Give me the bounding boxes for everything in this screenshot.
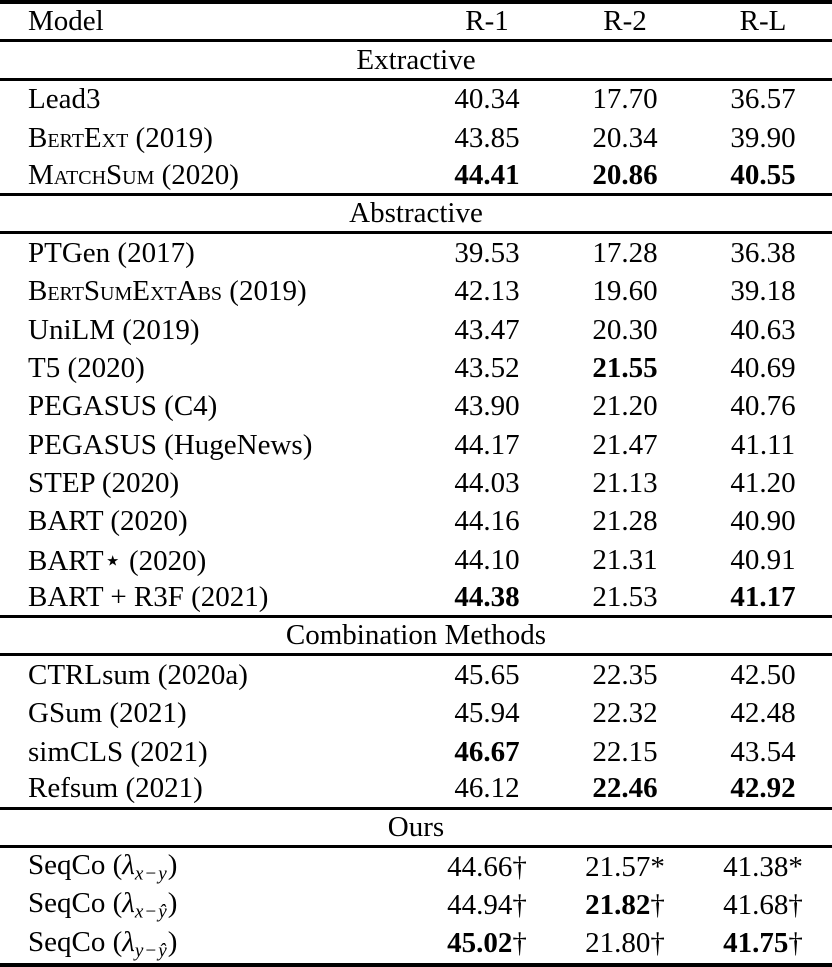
score-value: 22.32 bbox=[592, 697, 658, 730]
score-cell bbox=[694, 390, 832, 423]
score-value: 21.28 bbox=[592, 505, 658, 538]
score-value: 41.38 bbox=[723, 850, 789, 883]
model-name-close: ) bbox=[167, 925, 178, 958]
model-name-cell bbox=[0, 505, 418, 538]
score-cell bbox=[418, 927, 556, 960]
score-value: 44.38 bbox=[454, 580, 520, 613]
score-cell bbox=[556, 697, 694, 730]
significance-marker: † bbox=[788, 888, 803, 921]
table-row bbox=[0, 81, 832, 119]
score-value: 46.67 bbox=[454, 735, 520, 768]
score-value: 39.53 bbox=[454, 236, 520, 269]
section-title: Ours bbox=[387, 810, 445, 843]
model-name: STEP (2020) bbox=[28, 466, 180, 499]
score-cell bbox=[556, 772, 694, 805]
score-value: 46.12 bbox=[454, 772, 520, 805]
score-cell bbox=[694, 314, 832, 347]
model-name: BART + R3F (2021) bbox=[28, 580, 269, 613]
score-value: 22.46 bbox=[592, 772, 658, 805]
score-value: 20.86 bbox=[592, 158, 658, 191]
score-cell bbox=[694, 889, 832, 922]
score-value: 21.31 bbox=[592, 543, 658, 576]
score-value: 21.53 bbox=[592, 580, 658, 613]
score-cell bbox=[418, 390, 556, 423]
score-cell bbox=[418, 429, 556, 462]
model-name: PEGASUS (HugeNews) bbox=[28, 428, 313, 461]
score-cell bbox=[694, 159, 832, 192]
score-cell bbox=[694, 352, 832, 385]
score-cell bbox=[556, 889, 694, 922]
score-cell bbox=[418, 83, 556, 116]
score-cell bbox=[694, 275, 832, 308]
score-cell bbox=[694, 429, 832, 462]
score-value: 45.02 bbox=[447, 927, 513, 960]
score-cell bbox=[556, 275, 694, 308]
score-cell bbox=[694, 927, 832, 960]
score-value: 17.70 bbox=[592, 83, 658, 116]
score-value: 43.47 bbox=[454, 313, 520, 346]
column-header-r2: R-2 bbox=[603, 5, 647, 38]
score-cell bbox=[694, 83, 832, 116]
model-name: simCLS (2021) bbox=[28, 735, 208, 768]
model-name-cell bbox=[0, 926, 418, 962]
model-name-cell bbox=[0, 659, 418, 692]
table-row bbox=[0, 388, 832, 426]
model-name: GSum (2021) bbox=[28, 697, 187, 730]
table-row bbox=[0, 157, 832, 195]
score-value: 44.66 bbox=[447, 850, 513, 883]
column-header-rl: R-L bbox=[739, 5, 787, 38]
score-cell bbox=[556, 505, 694, 538]
significance-marker: * bbox=[788, 850, 803, 883]
score-value: 19.60 bbox=[592, 275, 658, 308]
score-cell bbox=[418, 237, 556, 270]
score-value: 45.94 bbox=[454, 697, 520, 730]
score-value: 20.34 bbox=[592, 121, 658, 154]
score-cell bbox=[694, 772, 832, 805]
score-value: 44.10 bbox=[454, 543, 520, 576]
significance-marker: † bbox=[512, 927, 527, 960]
table-row bbox=[0, 733, 832, 771]
score-value: 45.65 bbox=[454, 658, 520, 691]
lambda-subscript: x−ŷ bbox=[134, 901, 168, 923]
score-value: 42.50 bbox=[730, 658, 796, 691]
significance-marker: † bbox=[512, 888, 527, 921]
score-value: 40.34 bbox=[454, 83, 520, 116]
score-cell bbox=[694, 736, 832, 769]
score-cell bbox=[418, 467, 556, 500]
model-name: PTGen (2017) bbox=[28, 236, 195, 269]
model-name: MatchSum (2020) bbox=[28, 158, 239, 191]
model-name-cell bbox=[0, 429, 418, 462]
model-name-close: ) bbox=[167, 848, 178, 881]
score-value: 40.69 bbox=[730, 351, 796, 384]
lambda-symbol: λ bbox=[122, 848, 135, 881]
model-name-cell bbox=[0, 390, 418, 423]
score-value: 39.90 bbox=[730, 121, 796, 154]
model-name: BertExt (2019) bbox=[28, 121, 213, 154]
model-name: Lead3 bbox=[28, 83, 101, 116]
score-cell bbox=[556, 352, 694, 385]
model-name-cell bbox=[0, 849, 418, 885]
table-row bbox=[0, 925, 832, 963]
score-value: 21.47 bbox=[592, 428, 658, 461]
score-value: 36.38 bbox=[730, 236, 796, 269]
score-value: 21.82 bbox=[585, 888, 651, 921]
column-header-model: Model bbox=[28, 5, 104, 38]
score-value: 22.35 bbox=[592, 658, 658, 691]
table-row bbox=[0, 771, 832, 809]
score-cell bbox=[556, 581, 694, 614]
score-cell bbox=[556, 736, 694, 769]
table-row bbox=[0, 426, 832, 464]
significance-marker: † bbox=[512, 850, 527, 883]
score-value: 21.55 bbox=[592, 351, 658, 384]
model-name-cell bbox=[0, 467, 418, 500]
score-cell bbox=[418, 581, 556, 614]
model-name-cell bbox=[0, 887, 418, 923]
table-row bbox=[0, 886, 832, 924]
score-cell bbox=[418, 772, 556, 805]
lambda-subscript: x−y bbox=[134, 863, 168, 885]
table-row bbox=[0, 119, 832, 157]
score-value: 40.63 bbox=[730, 313, 796, 346]
score-cell bbox=[418, 505, 556, 538]
score-cell bbox=[694, 851, 832, 884]
table-row bbox=[0, 848, 832, 886]
lambda-symbol: λ bbox=[122, 887, 135, 920]
table-row bbox=[0, 503, 832, 541]
score-cell bbox=[418, 697, 556, 730]
score-cell bbox=[694, 505, 832, 538]
lambda-subscript: y−ŷ bbox=[134, 939, 168, 961]
score-value: 44.94 bbox=[447, 888, 513, 921]
score-value: 44.16 bbox=[454, 505, 520, 538]
model-name-cell bbox=[0, 697, 418, 730]
section-title: Extractive bbox=[356, 43, 476, 76]
score-value: 21.13 bbox=[592, 466, 658, 499]
score-value: 40.76 bbox=[730, 390, 796, 423]
model-name: PEGASUS (C4) bbox=[28, 390, 218, 423]
score-cell bbox=[556, 237, 694, 270]
score-cell bbox=[556, 314, 694, 347]
model-name: SeqCo ( bbox=[28, 925, 123, 958]
score-value: 21.57 bbox=[585, 850, 651, 883]
score-value: 17.28 bbox=[592, 236, 658, 269]
score-value: 44.41 bbox=[454, 158, 520, 191]
table-row bbox=[0, 694, 832, 732]
column-header-r1: R-1 bbox=[465, 5, 509, 38]
score-cell bbox=[694, 581, 832, 614]
score-value: 41.11 bbox=[730, 428, 796, 461]
model-name-cell bbox=[0, 314, 418, 347]
model-name: SeqCo ( bbox=[28, 887, 123, 920]
score-value: 21.80 bbox=[585, 927, 651, 960]
score-cell bbox=[694, 544, 832, 577]
score-value: 39.18 bbox=[730, 275, 796, 308]
score-cell bbox=[556, 544, 694, 577]
section-header-row bbox=[0, 196, 832, 234]
table-row bbox=[0, 656, 832, 694]
score-value: 41.68 bbox=[723, 888, 789, 921]
table-row bbox=[0, 464, 832, 502]
score-value: 20.30 bbox=[592, 313, 658, 346]
score-cell bbox=[556, 927, 694, 960]
table-row bbox=[0, 541, 832, 579]
model-name-cell bbox=[0, 736, 418, 769]
score-value: 36.57 bbox=[730, 83, 796, 116]
model-name: BertSumExtAbs (2019) bbox=[28, 275, 307, 308]
score-value: 44.03 bbox=[454, 466, 520, 499]
score-value: 22.15 bbox=[592, 735, 658, 768]
score-value: 44.17 bbox=[454, 428, 520, 461]
model-name: BART (2020) bbox=[28, 505, 188, 538]
model-name-close: ) bbox=[167, 887, 178, 920]
score-cell bbox=[556, 159, 694, 192]
table-row bbox=[0, 349, 832, 387]
table-row bbox=[0, 273, 832, 311]
model-name: Refsum (2021) bbox=[28, 772, 203, 805]
score-value: 42.13 bbox=[454, 275, 520, 308]
score-value: 40.55 bbox=[730, 158, 796, 191]
model-name-cell bbox=[0, 275, 418, 308]
model-name: SeqCo ( bbox=[28, 848, 123, 881]
model-name-cell bbox=[0, 543, 418, 578]
table-body bbox=[0, 42, 832, 963]
score-value: 41.17 bbox=[730, 580, 796, 613]
section-header-row bbox=[0, 42, 832, 80]
model-name-cell bbox=[0, 237, 418, 270]
score-cell bbox=[556, 429, 694, 462]
section-header-row bbox=[0, 618, 832, 656]
score-cell bbox=[694, 659, 832, 692]
score-value: 40.91 bbox=[730, 543, 796, 576]
score-value: 43.54 bbox=[730, 735, 796, 768]
score-value: 41.20 bbox=[730, 466, 796, 499]
model-name: BART⋆ (2020) bbox=[28, 544, 207, 577]
score-cell bbox=[418, 736, 556, 769]
score-value: 43.90 bbox=[454, 390, 520, 423]
score-cell bbox=[694, 237, 832, 270]
model-name-cell bbox=[0, 352, 418, 385]
score-cell bbox=[556, 122, 694, 155]
score-cell bbox=[418, 275, 556, 308]
significance-marker: † bbox=[788, 927, 803, 960]
score-cell bbox=[556, 659, 694, 692]
score-cell bbox=[556, 467, 694, 500]
score-cell bbox=[556, 83, 694, 116]
model-name-cell bbox=[0, 122, 418, 155]
significance-marker: † bbox=[650, 927, 665, 960]
score-value: 43.85 bbox=[454, 121, 520, 154]
lambda-symbol: λ bbox=[122, 925, 135, 958]
model-name-cell bbox=[0, 772, 418, 805]
score-cell bbox=[418, 889, 556, 922]
score-cell bbox=[418, 122, 556, 155]
score-value: 43.52 bbox=[454, 351, 520, 384]
model-name-cell bbox=[0, 581, 418, 614]
table-row bbox=[0, 234, 832, 272]
section-title: Abstractive bbox=[349, 196, 483, 229]
score-value: 40.90 bbox=[730, 505, 796, 538]
section-header-row bbox=[0, 810, 832, 848]
score-value: 42.92 bbox=[730, 772, 796, 805]
table-header-row bbox=[0, 4, 832, 42]
score-cell bbox=[556, 390, 694, 423]
model-name-cell bbox=[0, 83, 418, 116]
model-name: UniLM (2019) bbox=[28, 313, 200, 346]
score-value: 21.20 bbox=[592, 390, 658, 423]
score-value: 41.75 bbox=[723, 927, 789, 960]
score-cell bbox=[418, 159, 556, 192]
significance-marker: † bbox=[650, 888, 665, 921]
model-name: CTRLsum (2020a) bbox=[28, 658, 248, 691]
table-row bbox=[0, 579, 832, 617]
score-cell bbox=[694, 697, 832, 730]
score-cell bbox=[418, 352, 556, 385]
score-cell bbox=[418, 851, 556, 884]
score-cell bbox=[418, 314, 556, 347]
significance-marker: * bbox=[650, 850, 665, 883]
score-cell bbox=[694, 122, 832, 155]
score-cell bbox=[418, 544, 556, 577]
score-cell bbox=[694, 467, 832, 500]
model-name: T5 (2020) bbox=[28, 351, 145, 384]
section-title: Combination Methods bbox=[285, 618, 547, 651]
score-cell bbox=[418, 659, 556, 692]
score-cell bbox=[556, 851, 694, 884]
model-name-cell bbox=[0, 159, 418, 192]
score-value: 42.48 bbox=[730, 697, 796, 730]
table-row bbox=[0, 311, 832, 349]
